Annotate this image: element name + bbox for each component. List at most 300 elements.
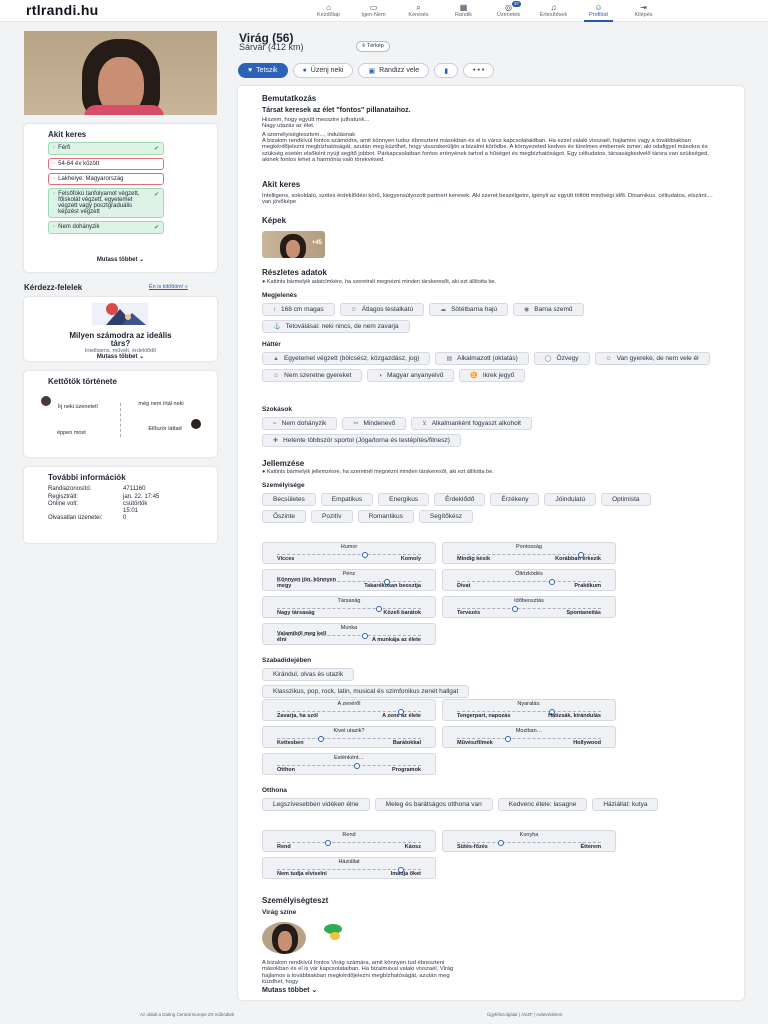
scale-right-label: A zene az élete: [382, 712, 421, 719]
looking-for-more-button[interactable]: Mutass többet ⌄: [96, 257, 145, 263]
scale-title: Esténként…: [334, 755, 364, 761]
tag-label: Ikrek jegyű: [482, 372, 515, 379]
story-not-written: még nem írtál neki: [138, 401, 184, 407]
age-icon: ◦: [53, 161, 56, 167]
education-icon: ◦: [53, 191, 56, 197]
pictures-title: Képek: [262, 216, 287, 225]
tag-nem-szeretne-gyereket[interactable]: [262, 369, 362, 382]
appearance-title: Megjelenés: [262, 292, 298, 299]
scale-title: Pénz: [342, 571, 356, 577]
character-title: Jellemzése: [262, 459, 305, 468]
body-icon: ☺: [350, 306, 357, 313]
tag-label: Empatikus: [331, 496, 363, 503]
nav-label: Profilod: [589, 12, 608, 18]
scale-marker: [505, 736, 511, 742]
tag-kedvenc-etele-lasagne[interactable]: [498, 798, 588, 811]
scale-title: Háziállat: [338, 859, 360, 865]
scale-haziallat[interactable]: [262, 857, 436, 879]
scale-track: [277, 738, 421, 739]
bell-icon: ♫: [550, 3, 557, 12]
scale-right-label: Közeli barátok: [383, 609, 421, 616]
personality-color-yellow: [330, 932, 340, 940]
qa-title: Kérdezz-felelek: [24, 283, 83, 292]
scale-title: Konyha: [519, 832, 539, 838]
tag-label: Magyar anyanyelvű: [386, 372, 444, 379]
scale-nyaralas[interactable]: [442, 699, 616, 721]
tag-label: Özvegy: [556, 355, 579, 362]
picture-thumbnail[interactable]: [262, 231, 325, 258]
eye-icon: ◉: [524, 307, 530, 313]
profile-location: Sárvár (412 km): [239, 42, 304, 52]
calendar-icon: ▦: [459, 3, 468, 12]
check-icon: ✔: [153, 192, 159, 198]
about-headline: Társat keresek az élet "fontos" pillanataihoz.: [262, 107, 411, 114]
scale-marker: [354, 763, 360, 769]
info-key: Olvasatlan üzenetei:: [48, 515, 103, 521]
criteria-text: Férfi: [58, 145, 71, 151]
scale-left-label: Sütés-főzés: [457, 843, 488, 850]
tag-label: Legszívesebben vidéken élne: [273, 801, 359, 808]
tag-haziallat-kutya[interactable]: [592, 798, 658, 811]
tag-label: Átlagos testalkatú: [361, 306, 414, 313]
criteria-text: 54-64 év között: [58, 161, 100, 167]
nav-label: Randik: [454, 12, 473, 18]
habits-title: Szokások: [262, 406, 292, 413]
qa-illustration: [24, 297, 217, 327]
scale-title: Társaság: [337, 598, 361, 604]
tag-mindenevo[interactable]: [342, 417, 406, 430]
scale-left-label: Otthon: [277, 766, 296, 773]
looking-for-card: [24, 124, 217, 272]
tag-label: Nem dohányzik: [281, 420, 327, 427]
tag-label: Kirándul, olvas és utazik: [273, 671, 344, 678]
scale-title: Pontosság: [516, 544, 542, 550]
info-value: 0: [123, 515, 127, 521]
unread-badge: 37: [514, 1, 520, 6]
action-label: Tetszik: [256, 67, 278, 74]
appearance-tags: [262, 303, 682, 333]
home-icon: ⌂: [326, 3, 331, 12]
message-icon: ●: [302, 67, 307, 74]
test-subtitle: Virág színe: [262, 909, 297, 916]
scale-a-zenerol[interactable]: [262, 699, 436, 721]
scale-right-label: Barátokkal: [392, 739, 421, 746]
info-key: Regisztrált:: [48, 493, 79, 500]
heart-button[interactable]: [238, 63, 288, 78]
check-icon: ✔: [153, 146, 159, 152]
picture-count: +45: [311, 240, 322, 246]
scale-right-label: Korábban érkezik: [555, 555, 601, 562]
about-line-2: Nagy utazás az élet.: [262, 123, 315, 129]
scale-left-label: Tervezés: [457, 609, 481, 616]
scale-track: [457, 581, 601, 582]
language-icon: ◑: [378, 372, 382, 379]
tag-label: Hetente többször sportol (Jóga/torna és testépítés/fitnesz): [283, 437, 450, 444]
tag-label: Kedvenc étele: lasagne: [508, 801, 577, 808]
tag-hetente-tobbszor-sportol-joga-[interactable]: [262, 434, 461, 447]
background-tags: [262, 352, 712, 382]
tag-atlagos-testalkatu[interactable]: [340, 303, 424, 316]
tag-becsuletes[interactable]: [262, 493, 316, 506]
tag-label: Becsületes: [273, 496, 305, 503]
story-card: [24, 371, 217, 457]
info-icon: ●: [262, 469, 266, 475]
criteria-chip[interactable]: [48, 158, 164, 170]
scale-title: A zenéről: [337, 701, 361, 707]
tag-label: Energikus: [389, 496, 419, 503]
main-nav: [306, 0, 666, 22]
nav-label: Kezdőlap: [317, 12, 340, 18]
scale-pontossag[interactable]: [442, 542, 616, 564]
tag-empatikus[interactable]: [321, 493, 373, 506]
tag-meleg-es-baratsagos-otthona-va[interactable]: [375, 798, 493, 811]
job-icon: ▤: [446, 356, 453, 362]
tag-energikus[interactable]: [378, 493, 429, 506]
date-button[interactable]: [358, 63, 429, 78]
baby-icon: ☺: [273, 372, 280, 379]
criteria-chip[interactable]: [48, 173, 164, 185]
criteria-text: Lakhelye: Magyarország: [58, 176, 124, 182]
nav-kezdolap[interactable]: [306, 0, 351, 22]
chat-icon: ◎: [505, 3, 512, 12]
qa-more-button[interactable]: Mutass többet ⌄: [96, 354, 145, 360]
scale-left-label: Valamiből meg kell élni: [277, 631, 327, 643]
scale-left-label: Tengerpart, napozás: [457, 712, 511, 719]
scale-right-label: Káosz: [404, 843, 421, 850]
scale-marker: [512, 606, 518, 612]
rings-icon: ◯: [544, 356, 552, 362]
sport-icon: ✚: [273, 438, 279, 444]
scale-title: Időbeosztás: [514, 598, 544, 604]
info-key: Randiazonosító:: [48, 486, 92, 492]
profile-photo[interactable]: [24, 31, 217, 115]
scale-right-label: Spontaneitás: [566, 609, 601, 616]
scale-title: Nyaralás:: [517, 701, 541, 707]
habits-tags: [262, 417, 732, 447]
seeking-title: Akit keres: [262, 180, 301, 189]
scale-left-label: Könnyen jön, könnyen megy: [277, 577, 336, 589]
top-bar: [0, 0, 768, 22]
personality-title: Személyisége: [262, 482, 305, 489]
scale-idobeosztas[interactable]: [442, 596, 616, 618]
info-value: csütörtök 15:01: [123, 501, 148, 514]
action-bar: [238, 63, 494, 78]
qa-card[interactable]: [24, 297, 217, 361]
info-row: [48, 486, 217, 493]
tag-label: Romantikus: [368, 513, 403, 520]
scale-title: Kivel utazik?: [333, 728, 365, 734]
tag-label: Barna szemű: [534, 306, 573, 313]
tag-label: 168 cm magas: [281, 306, 324, 313]
character-note: ● Kattints bármelyik jellemzésre, ha szeretnél megnézni minden társkeresőt, aki ezt állította be.: [262, 469, 494, 475]
scale-left-label: Vicces: [277, 555, 295, 562]
scale-right-label: Komoly: [400, 555, 421, 562]
scale-marker: [362, 552, 368, 558]
scale-track: [457, 608, 601, 609]
tag-optimista[interactable]: [601, 493, 650, 506]
action-label: Üzenj neki: [310, 67, 344, 74]
home-title: Otthona: [262, 787, 287, 794]
about-body: A bizalom rendkívül fontos számodra, amit könnyen tudsz ébreszteni másokban és el is vársz kapcsolataidban. Ha ezzel valaki visszaél, hajlamos vagy a továbbiakban megkérdőjelezni megbízhatóságát, azután meg küzdhet, hogy visszakerüljön a bizalmi körödbe. A környezeted kedves és türelmes embernek ismer, aki odafigyel másokra és szükség esetén elsőként nyújt segítő jobbot. Párkapcsolatban fontos erényének tartod a hűséget és megbízhatóságot. Egy céltudatos, társaságkedvelő társra van szükséged, akinek fontos lehet a harmónia való törekvésed.: [262, 138, 709, 164]
tag-kirandul-olvas-es-utazik[interactable]: [262, 668, 354, 681]
info-row: [48, 494, 217, 501]
about-line-1: Hiszem, hogy együtt messzire juthatunk...: [262, 117, 370, 123]
message-button[interactable]: [293, 63, 354, 78]
scale-penz[interactable]: [262, 569, 436, 591]
scale-left-label: Nagy társaság: [277, 609, 315, 616]
nav-label: Üzenetek: [496, 12, 521, 18]
tag-label: Mindenevő: [363, 420, 396, 427]
tag-van-gyereke-de-nem-vele-el[interactable]: [595, 352, 710, 365]
test-avatar: [262, 922, 306, 954]
tag-ikrek-jegyu[interactable]: [459, 369, 525, 382]
scale-right-label: Étterem: [580, 843, 601, 850]
scale-right-label: A munkája az élete: [371, 636, 421, 643]
info-value: jan. 22. 17:45: [123, 493, 160, 500]
scale-right-label: Hollywood: [573, 739, 601, 746]
tag-ozvegy[interactable]: [534, 352, 590, 365]
tag-oszinte[interactable]: [262, 510, 306, 523]
scale-marker: [362, 633, 368, 639]
user-icon: ☺: [594, 3, 603, 12]
about-title: Bemutatkozás: [262, 94, 317, 103]
scale-marker: [376, 606, 382, 612]
tag-label: Optimista: [612, 496, 640, 503]
qa-fill-link[interactable]: Én is kitöltöm! »: [149, 284, 188, 290]
info-card: [24, 467, 217, 543]
scale-left-label: Mindig késik: [457, 555, 491, 562]
tag-barna-szemu[interactable]: [513, 303, 584, 316]
tag-erzekeny[interactable]: [490, 493, 539, 506]
details-title: Részletes adatok: [262, 268, 327, 277]
personality-tags: [262, 493, 682, 523]
zodiac-icon: ♊: [470, 373, 478, 379]
profile-main-card: [238, 86, 744, 1000]
scale-title: Humor: [340, 544, 358, 550]
criteria-chip[interactable]: [48, 142, 164, 155]
info-title: További információk: [48, 473, 126, 482]
smoking-icon: ⌁: [273, 421, 277, 427]
home-tags: [262, 798, 682, 811]
story-write-message[interactable]: Írj neki üzenetet!: [57, 404, 99, 410]
tag-nem-dohanyzik[interactable]: [262, 417, 337, 430]
scale-kivel-utazik[interactable]: [262, 726, 436, 748]
search-icon: ⌕: [416, 3, 421, 12]
scale-right-label: Imádja őket: [390, 870, 421, 877]
tag-alkalmankent-fogyaszt-alkoholt[interactable]: [411, 417, 532, 430]
profile-name: Virág (56): [239, 31, 294, 45]
criteria-text: Felsőfokú tanfolyamot végzett, főiskolát végzett, egyetemet végzett vagy posztgraduális képzést végzett: [58, 191, 140, 215]
cards-icon: ▭: [369, 3, 378, 12]
test-text: A bizalom rendkívül fontos Virág számára, amit könnyen tud ébreszteni másokban és el is vár kapcsolataiban. Ha bizalmával valaki visszaél, Virág hajlamos a továbbiakban megkérdőjelezni megbízhatóságát, azután meg küzdhet, hogy: [262, 960, 454, 986]
scale-right-label: Takarékosan beosztja: [364, 582, 421, 589]
info-key: Online volt:: [48, 501, 79, 507]
scale-left-label: Nem tudja elviselni: [277, 870, 327, 877]
scale-marker: [318, 736, 324, 742]
height-icon: ↕: [273, 306, 276, 313]
tag-label: Segítőkész: [429, 513, 463, 520]
scale-marker: [498, 840, 504, 846]
tag-label: Őszinte: [273, 513, 296, 520]
nav-uzenetek[interactable]: [486, 0, 531, 22]
nav-igen-nem[interactable]: [351, 0, 396, 22]
looking-for-title: Akit keres: [48, 130, 87, 139]
site-logo[interactable]: rtlrandi.hu: [26, 2, 99, 18]
tag-label: Érdeklődő: [445, 496, 475, 503]
tag-alkalmazott-oktatas[interactable]: [435, 352, 528, 365]
tag-tetovalasai-neki-nincs-de-nem-[interactable]: [262, 320, 410, 333]
child-icon: ☺: [605, 355, 612, 362]
info-row: [48, 515, 217, 522]
tag-segitokesz[interactable]: [419, 510, 473, 523]
tag-sotetbarna-haju[interactable]: [429, 303, 508, 316]
freetime-scales: [262, 699, 622, 775]
tag-romantikus[interactable]: [358, 510, 414, 523]
freetime-title: Szabadidejében: [262, 657, 312, 664]
scale-left-label: Zavarja, ha szól: [277, 712, 318, 719]
nav-randik[interactable]: [441, 0, 486, 22]
map-button[interactable]: ⌾ Térkép: [356, 41, 390, 52]
scale-title: Öltözködés: [515, 571, 543, 577]
scale-marker: [325, 840, 331, 846]
tag-label: Jóindulatú: [555, 496, 586, 503]
scale-track: [277, 765, 421, 766]
seeking-text: Intelligens, sokoldalú, széles érdeklődési körű, kiegyensúlyozott partnert keresek. Aki szeret beszélgetni, igényli az együtt töltött minőségi időt. Dinamikus, céltudatos, elszánt.... van jövőképe: [262, 193, 713, 206]
nav-label: Igen-Nem: [361, 12, 386, 18]
tag-klasszikus-pop-rock-latin-musi[interactable]: [262, 685, 469, 698]
tag-label: Sötétbarna hajú: [451, 306, 497, 313]
scale-track: [457, 738, 601, 739]
scale-munka[interactable]: [262, 623, 436, 645]
tag-label: Háziállat: kutya: [603, 801, 648, 808]
tag-label: Érzékeny: [501, 496, 529, 503]
scale-track: [277, 842, 421, 843]
story-timeline: [120, 403, 121, 437]
background-title: Háttér: [262, 341, 281, 348]
tag-egyetemet-vegzett-bolcsesz-koz[interactable]: [262, 352, 430, 365]
freetime-tags: [262, 668, 662, 698]
scale-estenkent[interactable]: [262, 753, 436, 775]
scale-tarsasag[interactable]: [262, 596, 436, 618]
scale-oltozkodes[interactable]: [442, 569, 616, 591]
tag-label: Alkalmanként fogyaszt alkoholt: [431, 420, 521, 427]
nav-profilod[interactable]: [576, 0, 621, 22]
tag-magyar-anyanyelvu[interactable]: [367, 369, 454, 382]
her-avatar: [191, 419, 201, 429]
scale-track: [277, 608, 421, 609]
scale-track: [457, 842, 601, 843]
tag-168-cm-magas[interactable]: [262, 303, 335, 316]
criteria-chip[interactable]: [48, 188, 164, 218]
education-icon: ▲: [273, 355, 279, 362]
scale-title: Munka: [340, 625, 358, 631]
info-row: [48, 501, 217, 514]
location-icon: ◦: [53, 176, 56, 182]
footer-left: Az oldalt a Dating Central Europe Zrt működteti: [140, 1012, 235, 1017]
nav-ertesitesek[interactable]: [531, 0, 576, 22]
gender-icon: ◦: [53, 145, 56, 151]
date-icon: ▣: [368, 67, 376, 75]
tag-pozitiv[interactable]: [311, 510, 353, 523]
food-icon: ✂: [353, 421, 359, 427]
check-icon: ✔: [153, 225, 159, 231]
scale-title: Rend: [342, 832, 356, 838]
action-label: • • •: [473, 67, 485, 74]
about-intro: A személyiségtesztem..., indulásnak: [262, 132, 356, 138]
pin-icon: ⌾: [362, 43, 366, 49]
criteria-text: Nem dohányzik: [58, 224, 100, 230]
tag-label: Pozitív: [322, 513, 342, 520]
scale-rend[interactable]: [262, 830, 436, 852]
footer-right[interactable]: Ügyfélszolgálat | ÁSZF | Adatvédelem: [487, 1012, 563, 1017]
tag-erdeklodo[interactable]: [434, 493, 485, 506]
nav-label: Keresés: [408, 12, 429, 18]
info-icon: ●: [262, 279, 266, 285]
scale-konyha[interactable]: [442, 830, 616, 852]
action-label: Randizz vele: [379, 67, 420, 74]
tattoo-icon: ⚓: [273, 324, 281, 330]
scale-right-label: Praktikum: [574, 582, 601, 589]
bookmark-icon: ▮: [444, 67, 449, 75]
tag-label: Egyetemet végzett (bölcsész, közgazdász, jog): [283, 355, 420, 362]
scale-track: [277, 554, 421, 555]
heart-icon: ♥: [248, 67, 253, 74]
tag-label: Tetoválásai: neki nincs, de nem zavarja: [285, 323, 399, 330]
smoking-icon: ◦: [53, 224, 56, 230]
scale-track: [457, 711, 601, 712]
scale-right-label: Programok: [391, 766, 421, 773]
scale-left-label: Kettesben: [277, 739, 304, 746]
scale-marker: [549, 579, 555, 585]
test-more-button[interactable]: Mutass többet ⌄: [262, 987, 318, 994]
scale-humor[interactable]: [262, 542, 436, 564]
scale-left-label: Művészfilmek: [457, 739, 493, 746]
qa-question: Milyen számodra az ideális társ?: [69, 331, 172, 348]
info-value: 4711160: [123, 486, 146, 492]
more-button[interactable]: [463, 63, 494, 78]
nav-kilepes[interactable]: [621, 0, 666, 22]
scale-title: Moziban…: [515, 728, 543, 734]
scale-left-label: Divat: [457, 582, 471, 589]
tag-label: Alkalmazott (oktatás): [457, 355, 518, 362]
details-note: ● Kattints bármelyik adatcímkére, ha szeretnél megnézni minden társkeresőt, aki ezt állította be.: [262, 279, 497, 285]
drink-icon: ⊻: [422, 421, 427, 427]
scale-right-label: Hátizsák, kirándulás: [548, 712, 601, 719]
qa-answer: Intelligens, művelt, érdeklődő: [84, 348, 157, 352]
tag-label: Van gyereke, de nem vele él: [616, 355, 699, 362]
tag-legszivesebben-videken-elne[interactable]: [262, 798, 370, 811]
scale-left-label: Rend: [277, 843, 291, 850]
bookmark-button[interactable]: [434, 63, 458, 78]
tag-label: Meleg és barátságos otthona van: [385, 801, 482, 808]
criteria-chip[interactable]: [48, 221, 164, 234]
tag-label: Nem szeretne gyereket: [284, 372, 352, 379]
nav-label: Kilépés: [634, 12, 653, 18]
character-scales: [262, 542, 622, 645]
test-title: Személyiségteszt: [262, 896, 329, 905]
tag-label: Klasszikus, pop, rock, latin, musical és szimfonikus zenét hallgat: [273, 688, 459, 695]
scale-moziban[interactable]: [442, 726, 616, 748]
story-first-seen: Először láttad: [148, 426, 182, 432]
logout-icon: ⇥: [640, 3, 647, 12]
story-title: Kettőtök története: [48, 377, 117, 386]
nav-label: Értesítések: [539, 12, 568, 18]
tag-joindulatu[interactable]: [544, 493, 596, 506]
home-scales: [262, 830, 622, 879]
nav-kereses[interactable]: [396, 0, 441, 22]
story-now: éppen most: [57, 430, 86, 436]
my-avatar: [41, 396, 51, 406]
